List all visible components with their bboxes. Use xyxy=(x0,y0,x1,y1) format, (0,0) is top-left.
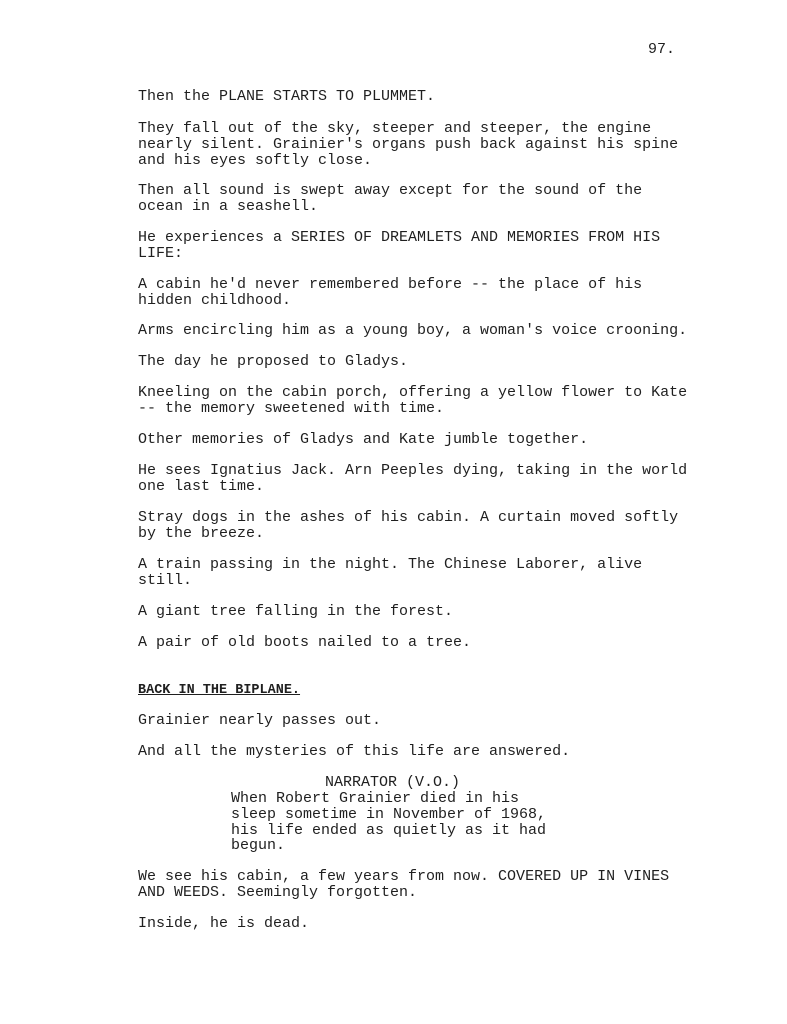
page-number: 97. xyxy=(648,41,676,58)
action-line: A cabin he'd never remembered before -- the place of his hidden childhood. xyxy=(138,276,643,309)
action-line: He sees Ignatius Jack. Arn Peeples dying, taking in the world one last time. xyxy=(138,462,688,495)
action-line: A train passing in the night. The Chinese Laborer, alive still. xyxy=(138,556,643,589)
action-line: Inside, he is dead. xyxy=(138,915,310,932)
dialogue: When Robert Grainier died in his sleep sometime in November of 1968, his life ended as quietly as it had begun. xyxy=(231,790,547,855)
action-line: He experiences a SERIES OF DREAMLETS AND MEMORIES FROM HIS LIFE: xyxy=(138,229,661,262)
action-line: A giant tree falling in the forest. xyxy=(138,603,454,620)
action-line: Arms encircling him as a young boy, a woman's voice crooning. xyxy=(138,322,688,339)
scene-heading: BACK IN THE BIPLANE. xyxy=(138,683,301,698)
action-line: We see his cabin, a few years from now. COVERED UP IN VINES AND WEEDS. Seemingly forgotten. xyxy=(138,868,670,901)
action-line: Other memories of Gladys and Kate jumble together. xyxy=(138,431,589,448)
action-line: A pair of old boots nailed to a tree. xyxy=(138,634,472,651)
action-line: Then the PLANE STARTS TO PLUMMET. xyxy=(138,88,436,105)
action-line: The day he proposed to Gladys. xyxy=(138,353,409,370)
action-line: And all the mysteries of this life are answered. xyxy=(138,743,571,760)
character-name: NARRATOR (V.O.) xyxy=(325,774,461,791)
action-line: Then all sound is swept away except for the sound of the ocean in a seashell. xyxy=(138,182,643,215)
action-line: Kneeling on the cabin porch, offering a yellow flower to Kate -- the memory sweetened with time. xyxy=(138,384,688,417)
action-line: They fall out of the sky, steeper and steeper, the engine nearly silent. Grainier's organs push back against his spine and his eyes softly close. xyxy=(138,120,679,169)
action-line: Grainier nearly passes out. xyxy=(138,712,382,729)
action-line: Stray dogs in the ashes of his cabin. A curtain moved softly by the breeze. xyxy=(138,509,679,542)
